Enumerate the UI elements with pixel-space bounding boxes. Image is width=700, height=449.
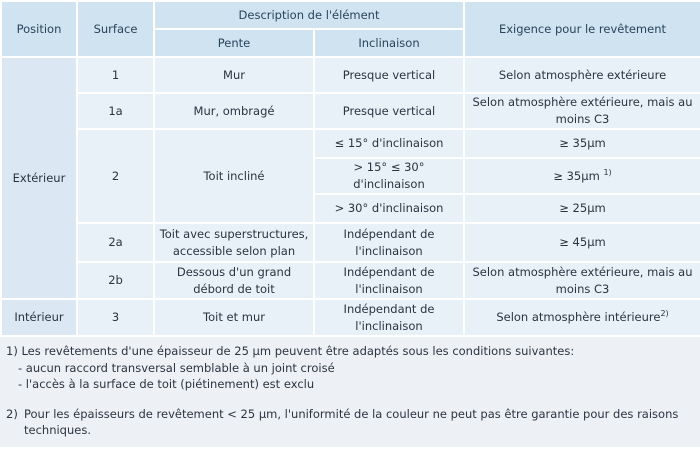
cell-pente: Dessous d'un grand débord de toit bbox=[154, 262, 314, 299]
cell-exigence: ≥ 25µm bbox=[464, 194, 700, 223]
cell-surface: 2 bbox=[77, 129, 154, 223]
cell-exigence bbox=[464, 299, 700, 336]
cell-surface: 1a bbox=[77, 93, 154, 129]
cell-inclinaison: > 15° ≤ 30° d'inclinaison bbox=[314, 158, 464, 194]
table-row bbox=[1, 57, 700, 93]
cell-inclinaison: Indépendant de l'inclinaison bbox=[314, 299, 464, 336]
header-description: Description de l'élément bbox=[154, 1, 464, 29]
group-exterieur: Extérieur bbox=[1, 57, 77, 299]
cell-pente: Toit incliné bbox=[154, 129, 314, 223]
footnote-ref: 2) bbox=[660, 309, 669, 318]
footnotes bbox=[0, 337, 700, 447]
cell-exigence bbox=[464, 158, 700, 194]
footnote-2-text: Pour les épaisseurs de revêtement < 25 µm, l'uniformité de la couleur ne peut pas être garantie pour des raisons techniques. bbox=[24, 406, 679, 437]
footnote-1: 1) Les revêtements d'une épaisseur de 25 µm peuvent être adaptés sous les conditions suivantes: bbox=[6, 344, 575, 358]
cell-inclinaison: Presque vertical bbox=[314, 93, 464, 129]
table-row bbox=[1, 129, 700, 158]
cell-exigence: Selon atmosphère extérieure, mais au moins C3 bbox=[464, 262, 700, 299]
cell-pente: Mur bbox=[154, 57, 314, 93]
cell-exigence: Selon atmosphère extérieure bbox=[464, 57, 700, 93]
footnote-1-item: - aucun raccord transversal semblable à un joint croisé bbox=[18, 360, 335, 375]
cell-pente: Toit et mur bbox=[154, 299, 314, 336]
footnote-ref: 1) bbox=[603, 167, 612, 177]
table-row bbox=[1, 299, 700, 336]
cell-surface: 2b bbox=[77, 262, 154, 299]
cell-inclinaison: Indépendant de l'inclinaison bbox=[314, 262, 464, 299]
exigence-value: ≥ 35µm bbox=[553, 168, 600, 183]
footnote-1-item: - l'accès à la surface de toit (piétinement) est exclu bbox=[18, 377, 315, 391]
group-interieur: Intérieur bbox=[1, 299, 77, 336]
cell-pente: Mur, ombragé bbox=[154, 93, 314, 129]
header-inclinaison: Inclinaison bbox=[314, 29, 464, 57]
header-exigence: Exigence pour le revêtement bbox=[464, 1, 700, 57]
cell-exigence: ≥ 45µm bbox=[464, 223, 700, 262]
header-surface: Surface bbox=[77, 1, 154, 57]
header-position: Position bbox=[1, 1, 77, 57]
cell-inclinaison: Presque vertical bbox=[314, 57, 464, 93]
header-pente: Pente bbox=[154, 29, 314, 57]
footnote-2-number: 2) bbox=[6, 406, 18, 421]
cell-surface: 3 bbox=[77, 299, 154, 336]
table-row bbox=[1, 262, 700, 299]
cell-pente: Toit avec superstructures, accessible selon plan bbox=[154, 223, 314, 262]
cell-surface: 1 bbox=[77, 57, 154, 93]
cell-exigence: Selon atmosphère extérieure, mais au moins C3 bbox=[464, 93, 700, 129]
cell-exigence: ≥ 35µm bbox=[464, 129, 700, 158]
table-row bbox=[1, 93, 700, 129]
table-row bbox=[1, 223, 700, 262]
exigence-value: Selon atmosphère intérieure bbox=[496, 310, 661, 324]
cell-inclinaison: ≤ 15° d'inclinaison bbox=[314, 129, 464, 158]
cell-surface: 2a bbox=[77, 223, 154, 262]
cell-inclinaison: > 30° d'inclinaison bbox=[314, 194, 464, 223]
footnote-2 bbox=[0, 406, 700, 439]
cell-inclinaison: Indépendant de l'inclinaison bbox=[314, 223, 464, 262]
